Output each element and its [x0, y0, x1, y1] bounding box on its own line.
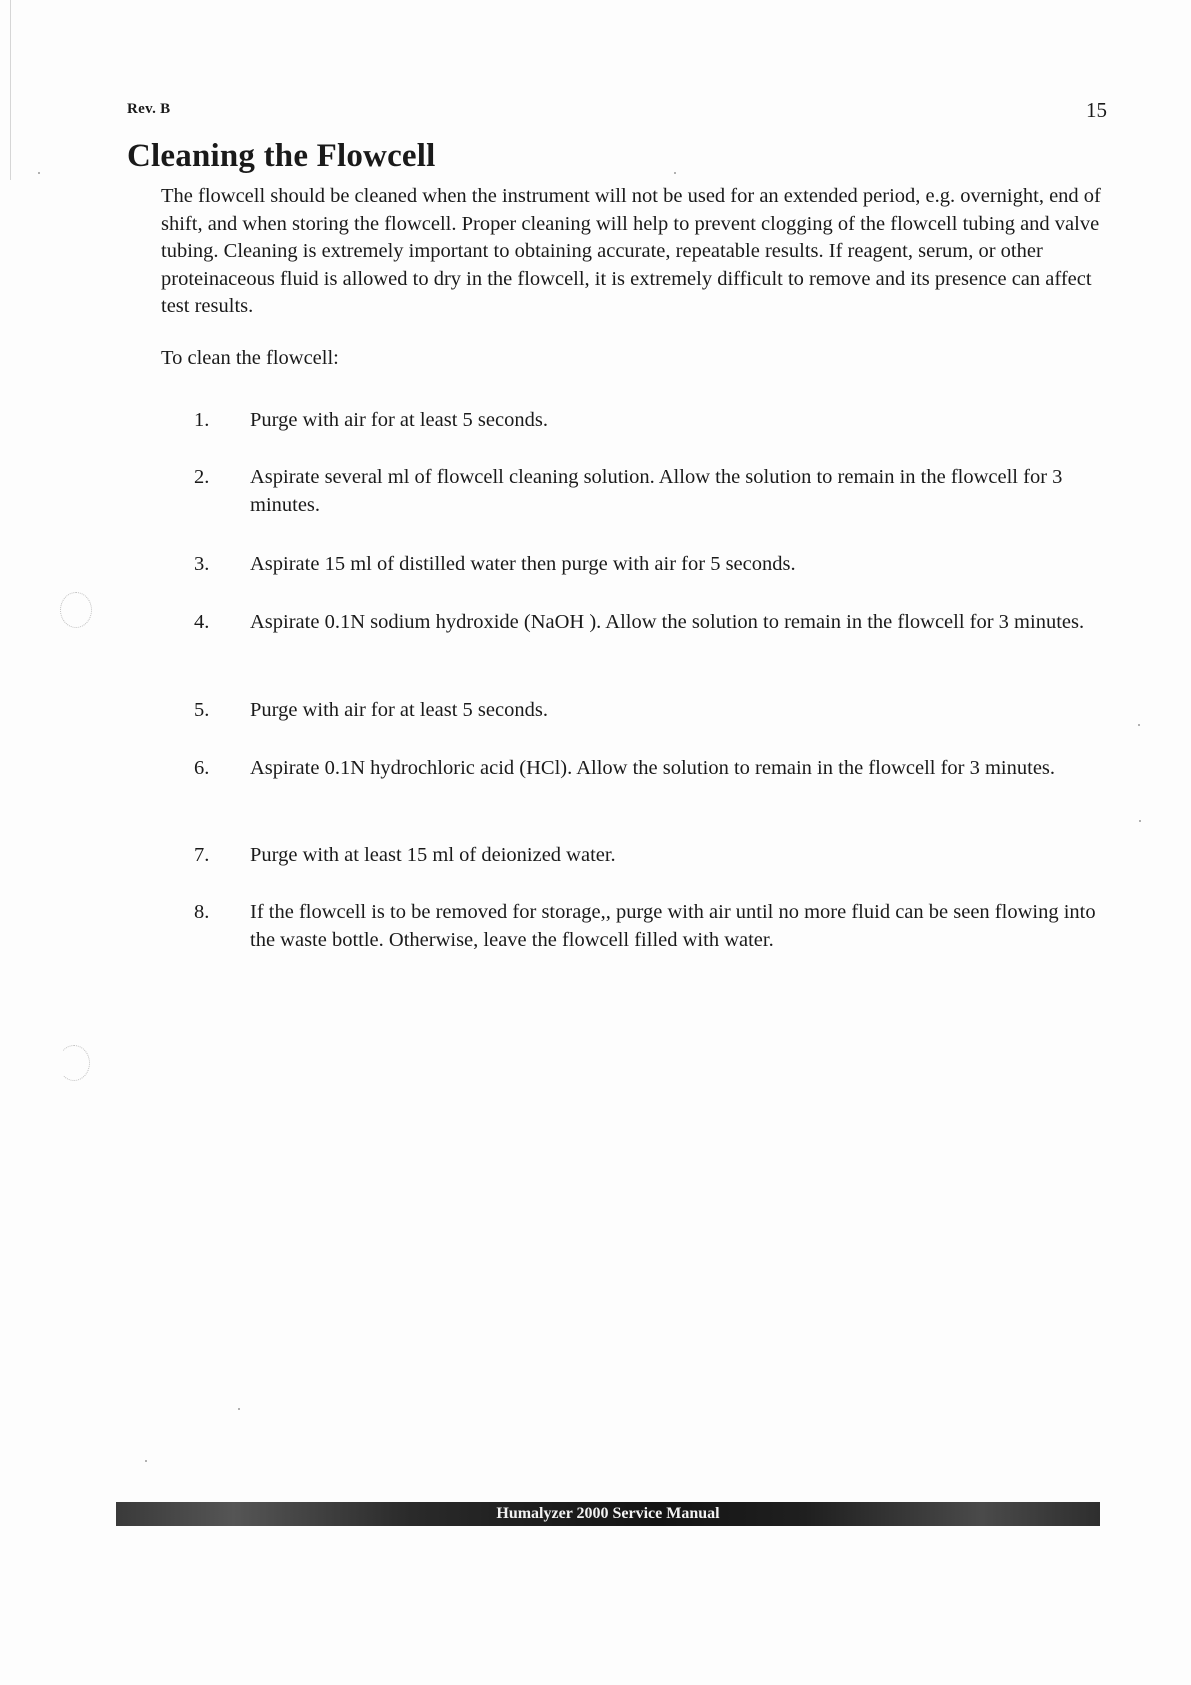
step-text: Aspirate 0.1N hydrochloric acid (HCl). Allow the solution to remain in the flowcell for 3 minutes.: [250, 757, 1056, 779]
step-number: 3.: [194, 553, 210, 575]
step-text: Purge with at least 15 ml of deionized water.: [250, 844, 616, 866]
punch-hole-mark: [60, 592, 92, 628]
step-text: Aspirate several ml of flowcell cleaning solution. Allow the solution to remain in the flowcell for 3 minutes.: [250, 466, 1063, 516]
revision-label: Rev. B: [127, 101, 171, 117]
scan-speck: [38, 172, 40, 174]
section-title: Cleaning the Flowcell: [127, 138, 436, 174]
manual-title: Humalyzer 2000 Service Manual: [496, 1505, 720, 1522]
step-number: 7.: [194, 844, 210, 866]
step-number: 6.: [194, 757, 210, 779]
footer-bar: [116, 1502, 1100, 1526]
scan-speck: [1139, 820, 1141, 822]
step-number: 4.: [194, 611, 210, 633]
punch-hole-mark: [58, 1045, 90, 1081]
scan-binding-line: [10, 0, 11, 180]
scan-speck: [238, 1408, 240, 1410]
step-text: Aspirate 15 ml of distilled water then purge with air for 5 seconds.: [250, 553, 796, 575]
step-text: Aspirate 0.1N sodium hydroxide (NaOH ). Allow the solution to remain in the flowcell for 3 minutes.: [250, 611, 1085, 633]
scan-speck: [674, 172, 676, 174]
page-number: 15: [1086, 98, 1107, 122]
scan-speck: [1138, 724, 1140, 726]
step-text: Purge with air for at least 5 seconds.: [250, 699, 548, 721]
step-text: Purge with air for at least 5 seconds.: [250, 409, 548, 431]
procedure-lead-text: To clean the flowcell:: [161, 347, 339, 369]
step-number: 2.: [194, 466, 210, 488]
step-text: If the flowcell is to be removed for storage,, purge with air until no more fluid can be seen flowing into the waste bottle. Otherwise, leave the flowcell filled with water.: [250, 901, 1096, 951]
scan-speck: [145, 1460, 147, 1462]
step-number: 8.: [194, 901, 210, 923]
step-number: 5.: [194, 699, 210, 721]
step-number: 1.: [194, 409, 210, 431]
intro-paragraph: The flowcell should be cleaned when the instrument will not be used for an extended period, e.g. overnight, end of shift, and when storing the flowcell. Proper cleaning will help to prevent clogging of the flowcell tubing and valve tubing. Cleaning is extremely important to obtaining accurate, repeatable results. If reagent, serum, or other proteinaceous fluid is allowed to dry in the flowcell, it is extremely difficult to remove and its presence can affect test results.: [161, 185, 1101, 317]
